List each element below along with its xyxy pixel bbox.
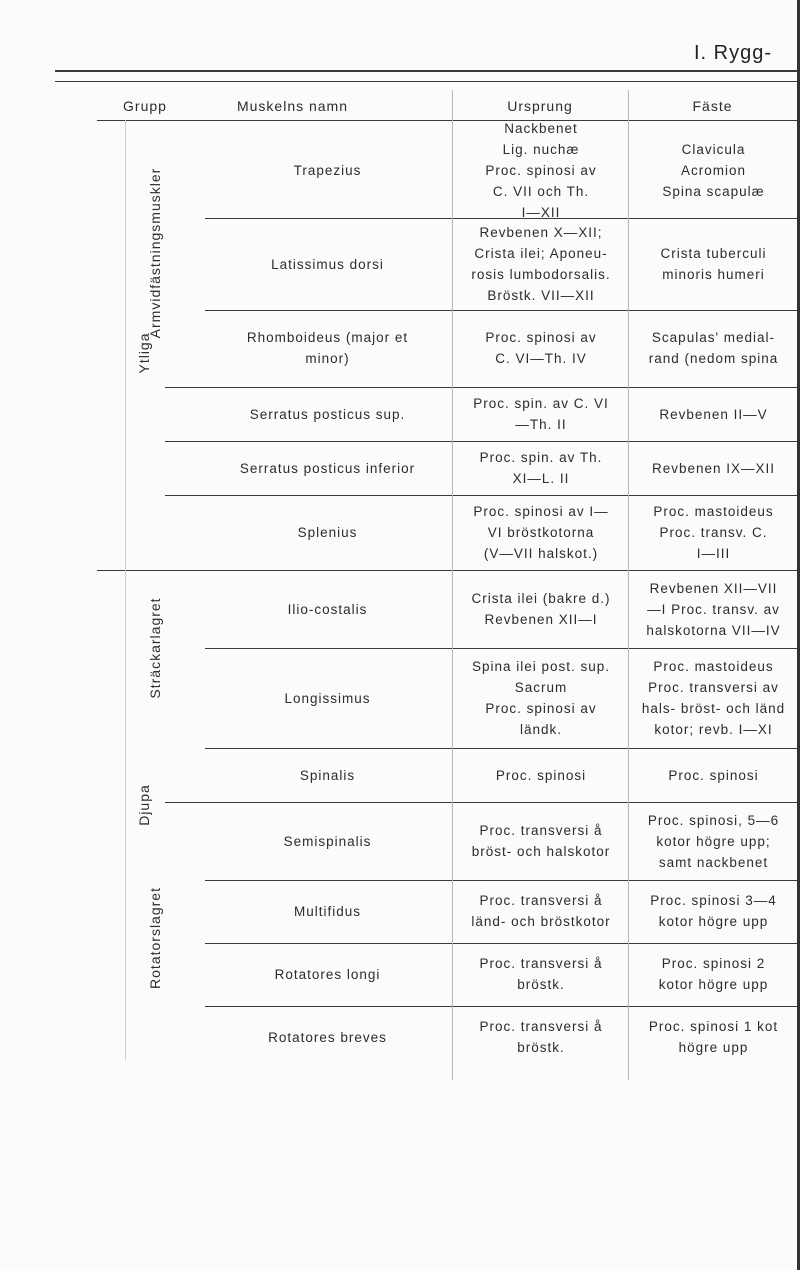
cell-line: kotor högre upp xyxy=(658,914,769,929)
rule xyxy=(97,570,797,571)
cell-line: Proc. spinosi av xyxy=(485,162,597,178)
col-divider xyxy=(125,120,126,1060)
cell-line: Proc. spinosi xyxy=(668,767,759,783)
cell-line: kotor; revb. I—XI xyxy=(654,722,773,737)
cell-line: C. VI—Th. IV xyxy=(495,351,587,366)
cell-line: Scapulas' medial- xyxy=(651,330,776,345)
cell-origin xyxy=(455,1016,627,1058)
cell-line: Proc. spin. av C. VI xyxy=(473,396,609,411)
cell-name xyxy=(205,1027,450,1048)
cell-line: Spinalis xyxy=(299,767,356,783)
cell-line: Multifidus xyxy=(293,903,362,919)
cell-origin xyxy=(455,327,627,369)
cell-line: Rotatores longi xyxy=(274,966,381,982)
rule xyxy=(55,70,797,72)
cell-line: Revbenen II—V xyxy=(659,406,768,422)
cell-line: (V—VII halskot.) xyxy=(483,545,599,561)
cell-name xyxy=(205,254,450,275)
cell-line: Crista tuberculi xyxy=(660,246,767,261)
cell-name xyxy=(205,404,450,425)
rule xyxy=(205,880,797,881)
cell-line: Proc. spinosi 3—4 xyxy=(650,893,777,908)
rule xyxy=(97,120,797,121)
cell-line: Spina scapulæ xyxy=(662,183,765,199)
cell-line: Sacrum xyxy=(514,680,568,695)
cell-name xyxy=(205,831,450,852)
cell-line: Spina ilei post. sup. xyxy=(471,659,611,674)
cell-origin xyxy=(455,222,627,306)
cell-line: Lig. nuchæ xyxy=(502,141,580,157)
cell-insertion xyxy=(630,139,797,202)
cell-origin xyxy=(455,588,627,630)
header-grupp: Grupp xyxy=(123,98,167,114)
subgroup-rotator: Rotatorslagret xyxy=(147,887,163,989)
cell-line: Bröstk. VII—XII xyxy=(487,288,595,303)
subgroup-strack: Sträckarlagret xyxy=(147,597,163,699)
cell-line: Crista ilei; Aponeu- xyxy=(474,246,608,261)
cell-line: VI bröstkotorna xyxy=(487,524,595,540)
rule xyxy=(165,387,797,388)
cell-name xyxy=(205,327,450,369)
cell-insertion xyxy=(630,765,797,786)
cell-name xyxy=(205,688,450,709)
cell-line: —Th. II xyxy=(515,417,567,432)
cell-name xyxy=(205,160,450,181)
cell-line: Nackbenet xyxy=(504,120,578,136)
cell-line: XI—L. II xyxy=(512,471,570,486)
col-divider xyxy=(452,90,453,1080)
cell-line: Proc. transversi av xyxy=(648,680,779,695)
cell-insertion xyxy=(630,953,797,995)
subgroup-armvid: Armvidfästningsmuskler xyxy=(147,167,163,339)
cell-origin xyxy=(455,501,627,564)
cell-line: Serratus posticus inferior xyxy=(239,460,416,476)
cell-line: Semispinalis xyxy=(283,833,372,849)
cell-line: Crista ilei (bakre d.) xyxy=(471,591,611,606)
rule xyxy=(165,802,797,803)
cell-line: bröst- och halskotor xyxy=(471,844,611,859)
cell-line: rosis lumbodorsalis. xyxy=(471,267,611,282)
cell-line: I—III xyxy=(696,545,731,561)
cell-line: —I Proc. transv. av xyxy=(647,601,780,617)
cell-insertion xyxy=(630,1016,797,1058)
cell-insertion xyxy=(630,810,797,873)
cell-line: Revbenen X—XII; xyxy=(479,225,603,240)
rule xyxy=(165,495,797,496)
cell-origin xyxy=(455,393,627,435)
cell-origin xyxy=(455,656,627,740)
rule xyxy=(205,310,797,311)
cell-line: Proc. transversi å xyxy=(479,823,603,838)
cell-line: Longissimus xyxy=(284,690,371,706)
cell-insertion xyxy=(630,656,797,740)
cell-line: Revbenen XII—I xyxy=(484,612,598,627)
cell-line: rand (nedom spina xyxy=(648,351,779,366)
cell-name xyxy=(205,522,450,543)
cell-origin xyxy=(455,953,627,995)
cell-line: Proc. spinosi, 5—6 xyxy=(647,812,780,828)
header-faste: Fäste xyxy=(692,98,733,114)
cell-line: hals- bröst- och länd xyxy=(641,701,786,716)
cell-origin xyxy=(455,820,627,862)
cell-line: Trapezius xyxy=(293,162,362,178)
cell-name xyxy=(205,458,450,479)
cell-line: länd- och bröstkotor xyxy=(471,914,611,929)
cell-line: Proc. spinosi av xyxy=(485,701,597,716)
cell-line: Ilio-costalis xyxy=(287,601,368,617)
cell-line: Revbenen XII—VII xyxy=(649,580,778,596)
group-ytliga: Ytliga xyxy=(136,332,152,374)
cell-line: ländk. xyxy=(519,722,563,737)
cell-line: Rhomboideus (major et xyxy=(246,330,409,345)
cell-insertion xyxy=(630,404,797,425)
cell-line: Revbenen IX—XII xyxy=(651,460,776,476)
rule xyxy=(165,441,797,442)
rule xyxy=(205,648,797,649)
cell-line: Proc. transv. C. xyxy=(659,524,768,540)
cell-line: kotor högre upp; xyxy=(656,833,771,849)
group-djupa: Djupa xyxy=(136,784,152,826)
cell-insertion xyxy=(630,458,797,479)
cell-line: kotor högre upp xyxy=(658,977,769,992)
cell-insertion xyxy=(630,501,797,564)
cell-line: Proc. spin. av Th. xyxy=(479,450,603,465)
page-title: I. Rygg- xyxy=(694,42,773,64)
cell-origin xyxy=(455,118,627,223)
cell-insertion xyxy=(630,243,797,285)
cell-name xyxy=(205,901,450,922)
cell-line: Proc. spinosi 1 kot xyxy=(648,1019,779,1034)
cell-line: C. VII och Th. xyxy=(492,183,590,199)
cell-line: Proc. mastoideus xyxy=(653,659,774,674)
cell-line: Serratus posticus sup. xyxy=(249,406,406,422)
rule xyxy=(205,943,797,944)
cell-name xyxy=(205,765,450,786)
cell-line: Proc. transversi å xyxy=(479,956,603,971)
cell-line: samt nackbenet xyxy=(658,854,769,870)
cell-line: minor) xyxy=(305,351,350,366)
cell-line: Proc. transversi å xyxy=(479,1019,603,1034)
cell-line: Clavicula xyxy=(681,141,746,157)
rule xyxy=(205,748,797,749)
cell-line: I—XII xyxy=(521,204,561,220)
cell-line: Proc. mastoideus xyxy=(653,503,774,519)
cell-line: högre upp xyxy=(678,1040,749,1055)
header-ursprung: Ursprung xyxy=(507,98,573,114)
cell-name xyxy=(205,964,450,985)
cell-line: bröstk. xyxy=(517,1040,565,1055)
cell-line: Proc. spinosi xyxy=(495,767,587,783)
cell-line: Latissimus dorsi xyxy=(271,256,384,272)
cell-line: bröstk. xyxy=(517,977,565,992)
cell-name xyxy=(205,599,450,620)
cell-line: Proc. spinosi av xyxy=(485,330,597,345)
header-muskel: Muskelns namn xyxy=(236,98,349,114)
cell-line: Proc. transversi å xyxy=(479,893,603,908)
cell-line: Rotatores breves xyxy=(268,1029,387,1045)
cell-insertion xyxy=(630,327,797,369)
cell-line: halskotorna VII—IV xyxy=(646,622,781,638)
cell-insertion xyxy=(630,578,797,641)
cell-origin xyxy=(455,765,627,786)
cell-line: Splenius xyxy=(297,524,358,540)
cell-insertion xyxy=(630,890,797,932)
cell-origin xyxy=(455,447,627,489)
rule xyxy=(205,1006,797,1007)
cell-line: Proc. spinosi av I— xyxy=(473,503,609,519)
cell-origin xyxy=(455,890,627,932)
rule xyxy=(55,81,797,82)
cell-line: minoris humeri xyxy=(662,267,765,282)
cell-line: Acromion xyxy=(680,162,747,178)
cell-line: Proc. spinosi 2 xyxy=(661,956,766,971)
col-divider xyxy=(628,90,629,1080)
